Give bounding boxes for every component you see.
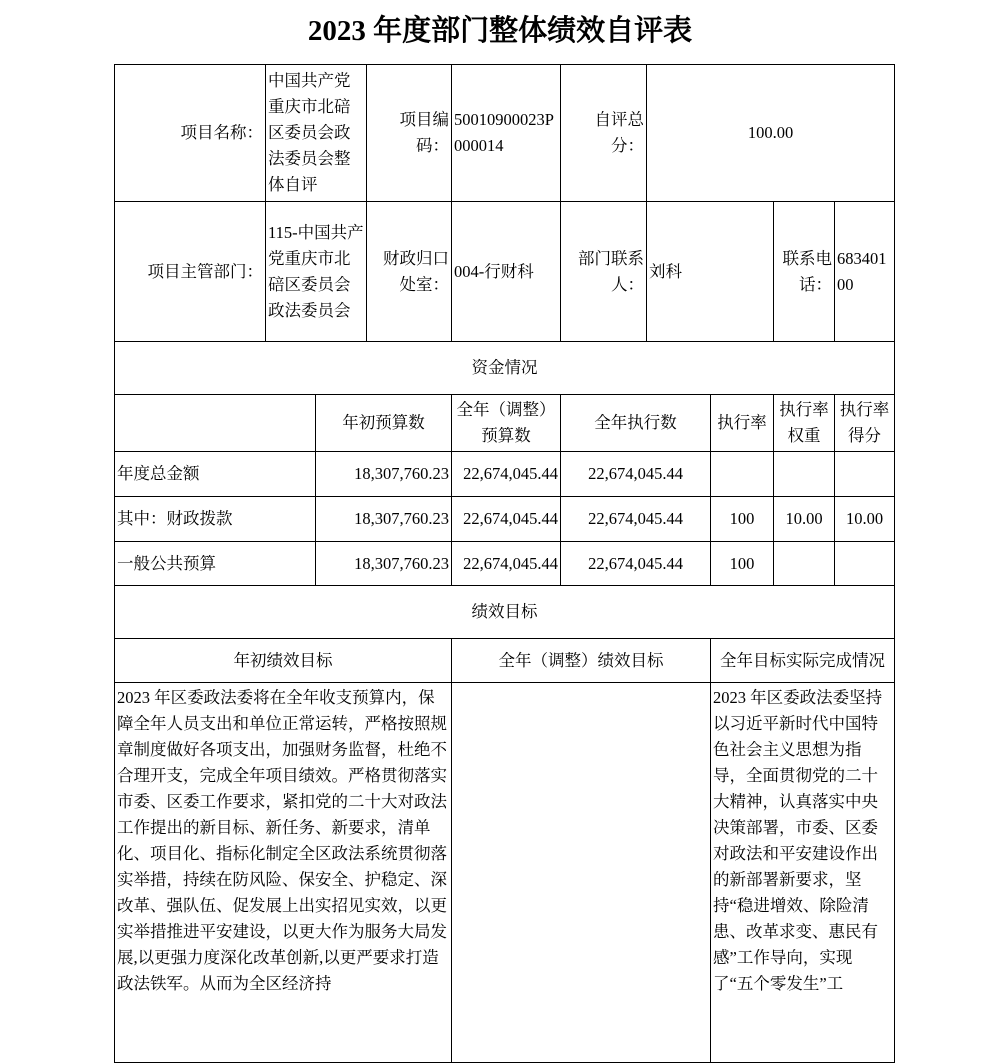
funds-header: 执行率权重	[774, 395, 835, 452]
funds-cell: 100	[711, 542, 774, 586]
self-evaluation-table	[114, 64, 895, 1063]
goals-header: 年初绩效目标	[115, 639, 452, 683]
funds-header: 全年执行数	[561, 395, 711, 452]
funds-header: 年初预算数	[316, 395, 452, 452]
funds-cell: 18,307,760.23	[316, 497, 452, 542]
contact-label: 部门联系人：	[561, 202, 647, 342]
funds-section-title: 资金情况	[115, 342, 895, 395]
funds-cell: 18,307,760.23	[316, 452, 452, 497]
dept-value: 115-中国共产党重庆市北碚区委员会政法委员会	[266, 202, 367, 342]
funds-cell	[774, 542, 835, 586]
funds-header	[115, 395, 316, 452]
funds-cell: 一般公共预算	[115, 542, 316, 586]
project-name: 中国共产党重庆市北碚区委员会政法委员会整体自评	[266, 65, 367, 202]
score-value: 100.00	[647, 65, 895, 202]
dept-label: 项目主管部门：	[115, 202, 266, 342]
info-row-2	[115, 202, 895, 342]
funds-cell: 22,674,045.44	[452, 497, 561, 542]
funds-cell: 22,674,045.44	[561, 452, 711, 497]
funds-cell: 其中：财政拨款	[115, 497, 316, 542]
funds-cell	[774, 452, 835, 497]
funds-cell	[835, 542, 895, 586]
funds-row	[115, 452, 895, 497]
adjusted-goal-text	[452, 683, 711, 1063]
funds-cell: 10.00	[774, 497, 835, 542]
finance-office-value: 004-行财科	[452, 202, 561, 342]
funds-header: 执行率得分	[835, 395, 895, 452]
goals-section-title: 绩效目标	[115, 586, 895, 639]
funds-header: 全年（调整）预算数	[452, 395, 561, 452]
goals-header: 全年（调整）绩效目标	[452, 639, 711, 683]
goals-content-row	[115, 683, 895, 1063]
funds-row	[115, 542, 895, 586]
funds-header: 执行率	[711, 395, 774, 452]
project-code: 50010900023P000014	[452, 65, 561, 202]
goals-header: 全年目标实际完成情况	[711, 639, 895, 683]
score-label: 自评总分：	[561, 65, 647, 202]
funds-row	[115, 497, 895, 542]
actual-completion-text: 2023 年区委政法委坚持以习近平新时代中国特色社会主义思想为指导，全面贯彻党的二十大精神，认真落实中央决策部署，市委、区委对政法和平安建设作出的新部署新要求，坚持“稳进增效、除险清患、改革求变、惠民有感”工作导向，实现了“五个零发生”工	[711, 683, 895, 1063]
phone-value: 68340100	[835, 202, 895, 342]
funds-cell: 18,307,760.23	[316, 542, 452, 586]
finance-office-label: 财政归口处室：	[367, 202, 452, 342]
funds-cell: 年度总金额	[115, 452, 316, 497]
funds-cell	[835, 452, 895, 497]
project-code-label: 项目编码：	[367, 65, 452, 202]
initial-goal-text: 2023 年区委政法委将在全年收支预算内，保障全年人员支出和单位正常运转，严格按照规章制度做好各项支出，加强财务监督，杜绝不合理开支，完成全年项目绩效。严格贯彻落实市委、区委工作要求，紧扣党的二十大对政法工作提出的新目标、新任务、新要求，清单化、项目化、指标化制定全区政法系统贯彻落实举措，持续在防风险、保安全、护稳定、深改革、强队伍、促发展上出实招见实效，以更实举措推进平安建设，以更大作为服务大局发展,以更强力度深化改革创新,以更严要求打造政法铁军。从而为全区经济持	[115, 683, 452, 1063]
funds-cell: 22,674,045.44	[452, 542, 561, 586]
funds-cell: 22,674,045.44	[452, 452, 561, 497]
funds-cell: 22,674,045.44	[561, 497, 711, 542]
funds-cell: 22,674,045.44	[561, 542, 711, 586]
page-title: 2023 年度部门整体绩效自评表	[307, 15, 693, 47]
funds-cell: 100	[711, 497, 774, 542]
funds-cell	[711, 452, 774, 497]
goals-header-row	[115, 639, 895, 683]
info-row-1	[115, 65, 895, 202]
contact-value: 刘科	[647, 202, 774, 342]
project-name-label: 项目名称：	[115, 65, 266, 202]
funds-cell: 10.00	[835, 497, 895, 542]
phone-label: 联系电话：	[774, 202, 835, 342]
funds-header-row	[115, 395, 895, 452]
